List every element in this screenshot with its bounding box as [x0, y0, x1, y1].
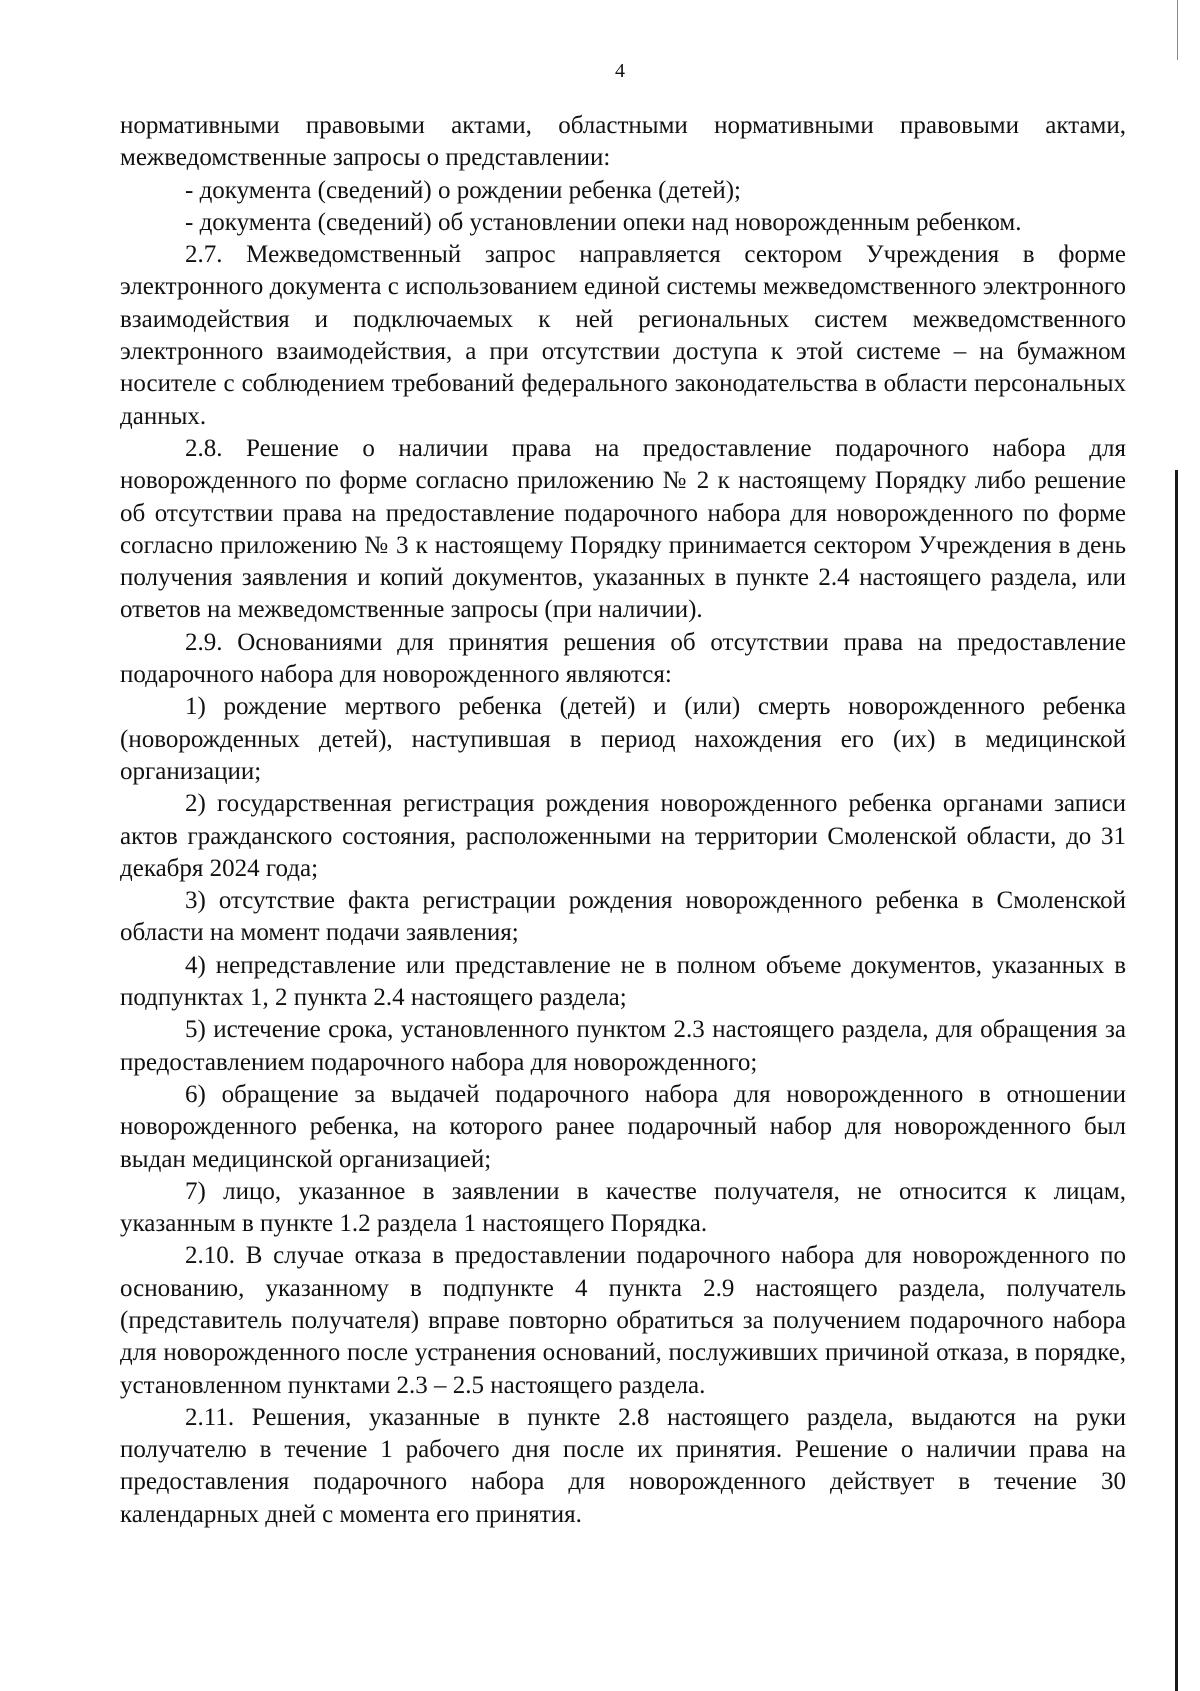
clause-2-9-item-5: 5) истечение срока, установленного пунктом 2.3 настоящего раздела, для обращения за предоставлением подарочного набора для новорожденного; [120, 1016, 1126, 1076]
clause-2-9-item-2: 2) государственная регистрация рождения новорожденного ребенка органами записи актов гражданского состояния, расположенными на территории Смоленской области, до 31 декабря 2024 года; [120, 790, 1126, 882]
clause-2-11: 2.11. Решения, указанные в пункте 2.8 настоящего раздела, выдаются на руки получателю в течение 1 рабочего дня после их принятия. Решение о наличии права на предоставления подарочного набора для новорожденного действует в течение 30 календарных дней с момента его принятия. [120, 1403, 1126, 1528]
clause-2-9-item-4: 4) непредставление или представление не в полном объеме документов, указанных в подпунктах 1, 2 пункта 2.4 настоящего раздела; [120, 951, 1126, 1012]
clause-2-8: 2.8. Решение о наличии права на предоставление подарочного набора для новорожденного по форме согласно приложению № 2 к настоящему Порядку либо решение об отсутствии права на предоставление подарочного набора для новорожденного по форме согласно приложению № 3 к настоящему Порядку принимается сектором Учреждения в день получения заявления и копий документов, указанных в пункте 2.4 настоящего раздела, или ответов на межведомственные запросы (при наличии). [120, 434, 1126, 624]
scan-edge-line [1175, 470, 1178, 1691]
page-number: 4 [615, 60, 625, 82]
list-item-guardianship-document: - документа (сведений) об установлении опеки над новорожденным ребенком. [185, 208, 1022, 236]
clause-2-9-item-1: 1) рождение мертвого ребенка (детей) и (или) смерть новорожденного ребенка (новорожденных детей), наступившая в период нахождения его (их) в медицинской организации; [120, 693, 1126, 785]
clause-2-10: 2.10. В случае отказа в предоставлении подарочного набора для новорожденного по основанию, указанному в подпункте 4 пункта 2.9 настоящего раздела, получатель (представитель получателя) вправе повторно обратиться за получением подарочного набора для новорожденного после устранения оснований, послуживших причиной отказа, в порядке, установленном пунктами 2.3 – 2.5 настоящего раздела. [120, 1242, 1126, 1399]
clause-2-9-item-3: 3) отсутствие факта регистрации рождения новорожденного ребенка в Смоленской области на момент подачи заявления; [120, 887, 1126, 947]
clause-2-9-item-6: 6) обращение за выдачей подарочного набора для новорожденного в отношении новорожденного ребенка, на которого ранее подарочный набор для новорожденного был выдан медицинской организацией; [120, 1080, 1126, 1173]
paragraph-continuation: нормативными правовыми актами, областными нормативными правовыми актами, межведомственные запросы о представлении: [120, 112, 1126, 172]
clause-2-9-item-7: 7) лицо, указанное в заявлении в качестве получателя, не относится к лицам, указанным в пункте 1.2 раздела 1 настоящего Порядка. [120, 1177, 1126, 1238]
document-body [120, 110, 1126, 1531]
clause-2-9: 2.9. Основаниями для принятия решения об отсутствии права на предоставление подарочного набора для новорожденного являются: [120, 628, 1126, 689]
clause-2-7: 2.7. Межведомственный запрос направляется сектором Учреждения в форме электронного документа с использованием единой системы межведомственного электронного взаимодействия и подключаемых к ней региональных систем межведомственного электронного взаимодействия, а при отсутствии доступа к этой системе – на бумажном носителе с соблюдением требований федерального законодательства в области персональных данных. [120, 241, 1126, 430]
list-item-birth-document: - документа (сведений) о рождении ребенка (детей); [185, 176, 741, 204]
scan-edge-line-top [1177, 0, 1178, 60]
